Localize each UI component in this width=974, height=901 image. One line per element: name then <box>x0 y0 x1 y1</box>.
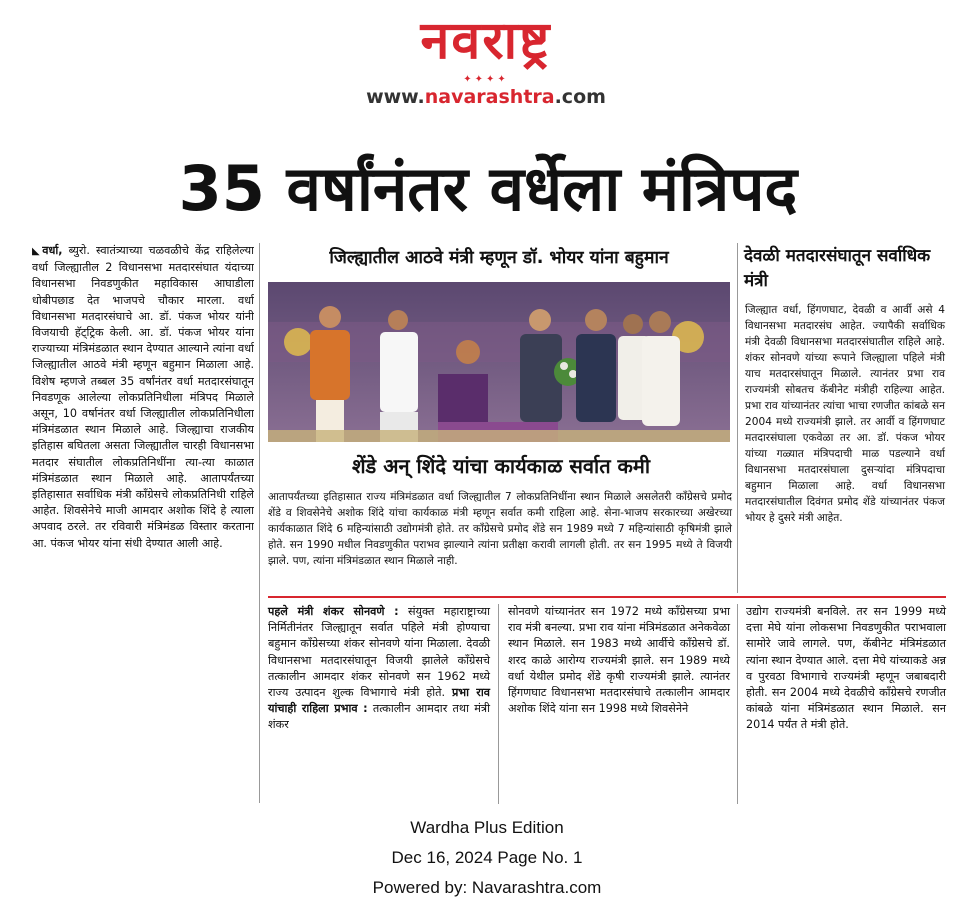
col1-text-2: तत्कालीन आमदार तथा मंत्री शंकर <box>268 702 490 732</box>
column-divider <box>498 604 499 804</box>
left-column-body: ब्युरो. स्वातंत्र्याच्या चळवळीचे केंद्र राहिलेल्या वर्धा जिल्ह्यातील 2 विधानसभा मतदारसंघात यंदाच्या विधानसभा निवडणुकीत महाविकास आघाडीला धोबीपछाड देत भाजपचे चौकार मारला. वर्धा विधानसभा मतदारसंघाचे आ. डॉ. पंकज भोयर यांनी विजयाची हॅट्ट्रिक केली. आ. डॉ. पंकज भोयर यांना राज्याच्या मंत्रिमंडळात स्थान देण्यात आल्याने त्यांना वर्धा जिल्ह्यातील आठवे मंत्री म्हणून बहुमान मिळाला आहे. विशेष म्हणजे तब्बल 35 वर्षांनंतर वर्धा मतदारसंघातून निवडणूक आलेल्या लोकप्रतिनिधीला मंत्रिपद मिळाले असून, 10 वर्षानंतर वर्धा जिल्ह्यातील लोकप्रतिनिधीला मंत्रिमंडळात स्थान मिळाले आहे. जिल्ह्याचा राजकीय इतिहास बघितला असता जिल्ह्यातील चारही विधानसभा मतदार संघातील लोकप्रतिनिधींना त्या-त्या काळात मंत्रिमंडळात स्थान मिळाले आहे. आतापर्यंतच्या इतिहासात सर्वाधिक मंत्री काँग्रेसचे लोकप्रतिनिधी राहिले आहेत. शिवसेनेचे माजी आमदार अशोक शिंदे हे त्याला अपवाद ठरले. तर रविवारी मंत्रिमंडळ विस्तार करताना आ. पंकज भोयर यांना संधी देण्यात आली आहे. <box>32 244 254 550</box>
right-story-body: जिल्ह्यात वर्धा, हिंगणघाट, देवळी व आर्वी असे 4 विधानसभा मतदारसंघ आहेत. ज्यापैकी सर्वाधिक मंत्री देवळी विधानसभा मतदारसंघातील राहिले आहे. शंकर सोनवणे यांच्या रूपाने जिल्ह्याला पहिले मंत्री याच मतदारसंघातून मिळाले. त्यानंतर प्रभा राव राज्यमंत्री सोबतच कॅबीनेट मंत्रीही राहिल्या आहेत. प्रभा राव यांच्यानंतर त्यांचा भाचा रणजीत कांबळे सन 2004 मध्ये राज्यमंत्री झाले. तर आर्वी व हिंगणघाट मतदारसंघाला एकवेळा तर आ. डॉ. पंकज भोयर यांच्या गळ्यात मंत्रिपदाची माळ पडल्याने वर्धा विधानसभा मतदारसंघाला दुसऱ्यांदा मंत्रिपदाचा बहुमान मिळाला आहे. वर्धा विधानसभा मतदारसंघातील दिवंगत प्रमोद शेंडे यांच्यानंतर पंकज भोयर हे दुसरे मंत्री आहेत. <box>745 304 945 524</box>
col1-lead-2: प्रभा राव यांचाही राहिला प्रभाव : <box>268 686 490 716</box>
logo-wordmark: नवराष्ट्र <box>420 11 552 71</box>
section-divider <box>268 596 946 598</box>
powered-by-link[interactable]: Powered by: Navarashtra.com <box>372 878 602 897</box>
left-column-story <box>32 243 254 803</box>
url-prefix: www. <box>366 86 425 108</box>
column-divider <box>259 243 260 803</box>
url-suffix: .com <box>554 86 606 108</box>
navarashtra-logo[interactable] <box>325 6 647 112</box>
bottom-column-2: सोनवणे यांच्यानंतर सन 1972 मध्ये काँग्रेसच्या प्रभा राव मंत्री बनल्या. प्रभा राव यांना मंत्रिमंडळात अनेकवेळा स्थान मिळाले. सन 1983 मध्ये आर्वीचे काँग्रेसचे डॉ. शरद काळे आरोग्य राज्यमंत्री झाले. सन 1989 मध्ये वर्धा येथील प्रमोद शेंडे कृषी राज्यमंत्री झाले. त्यानंतर हिंगणघाट विधानसभा मतदारसंघाचे तत्कालीन आमदार अशोक शिंदे यांना सन 1998 मध्ये शिवसेनेने <box>508 605 730 716</box>
date-page-label: Dec 16, 2024 Page No. 1 <box>391 848 583 867</box>
swearing-in-ceremony-photo-icon <box>268 282 730 442</box>
bottom-column-1 <box>268 604 490 734</box>
logo-stars: ✦✦✦✦ <box>463 74 509 85</box>
dateline: ◣ वर्धा, <box>32 244 63 257</box>
main-headline: 35 वर्षांनंतर वर्धेला मंत्रिपद <box>178 152 798 225</box>
column-divider <box>737 604 738 804</box>
url-brand: navarashtra <box>424 86 555 108</box>
column-divider <box>737 243 738 593</box>
mid-story-subheadline: शेंडे अन् शिंदे यांचा कार्यकाळ सर्वात कमी <box>351 454 651 478</box>
mid-story-body: आतापर्यंतच्या इतिहासात राज्य मंत्रिमंडळात वर्धा जिल्ह्यातील 7 लोकप्रतिनिधींना स्थान मिळाले असलेतरी काँग्रेसचे प्रमोद शेंडे व शिवसेनेचे अशोक शिंदे यांचा कार्यकाळ मंत्री म्हणून सर्वात कमी राहिला आहे. सेना-भाजप सरकारच्या अखेरच्या कार्यकाळात शिंदे 6 महिन्यांसाठी उद्योगमंत्री होते. तर काँग्रेसचे प्रमोद शेंडे सन 1989 मध्ये 7 महिन्यांसाठी कृषिमंत्री झाले होते. सन 1990 मधील निवडणुकीत पराभव झाल्याने त्यांना प्रतीक्षा करावी लागली होती. तर सन 1995 मध्ये ते विजयी झाले. पण, त्यांना मंत्रिमंडळात स्थान मिळाले नाही. <box>268 491 732 567</box>
col1-lead: पहले मंत्री शंकर सोनवणे : <box>268 605 399 618</box>
right-story-subheadline: देवळी मतदारसंघातून सर्वाधिक मंत्री <box>744 246 931 291</box>
center-subheadline: जिल्ह्यातील आठवे मंत्री म्हणून डॉ. भोयर यांना बहुमान <box>329 248 669 268</box>
logo-url <box>325 86 647 108</box>
bottom-column-3: उद्योग राज्यमंत्री बनविले. तर सन 1999 मध्ये दत्ता मेघे यांना लोकसभा निवडणुकीत पराभवाला सामोरे जावे लागले. पण, कॅबीनेट मंत्रिमंडळात त्यांना स्थान देण्यात आले. दत्ता मेघे यांच्याकडे अन्न व पुरवठा विभागाचे राज्यमंत्री म्हणून जबाबदारी होती. सन 2004 मध्ये देवळीचे काँग्रेसचे रणजीत कांबळे यांना मंत्रिमंडळात स्थान मिळाले. सन 2014 पर्यंत ते मंत्री होते. <box>746 605 946 732</box>
swearing-in-photo <box>268 282 730 442</box>
edition-label: Wardha Plus Edition <box>410 818 564 837</box>
col1-text: संयुक्त महाराष्ट्राच्या निर्मितीनंतर जिल्ह्यातून सर्वात पहिले मंत्री होण्याचा बहुमान काँग्रेसच्या शंकर सोनवणे यांना मिळाला. देवळी विधानसभा मतदारसंघातून विजयी झालेले काँग्रेसचे तत्कालीन आमदार शंकर सोनवणे सन 1962 मध्ये राज्य उत्पादन शुल्क विभागाचे मंत्री होते. <box>268 605 491 700</box>
